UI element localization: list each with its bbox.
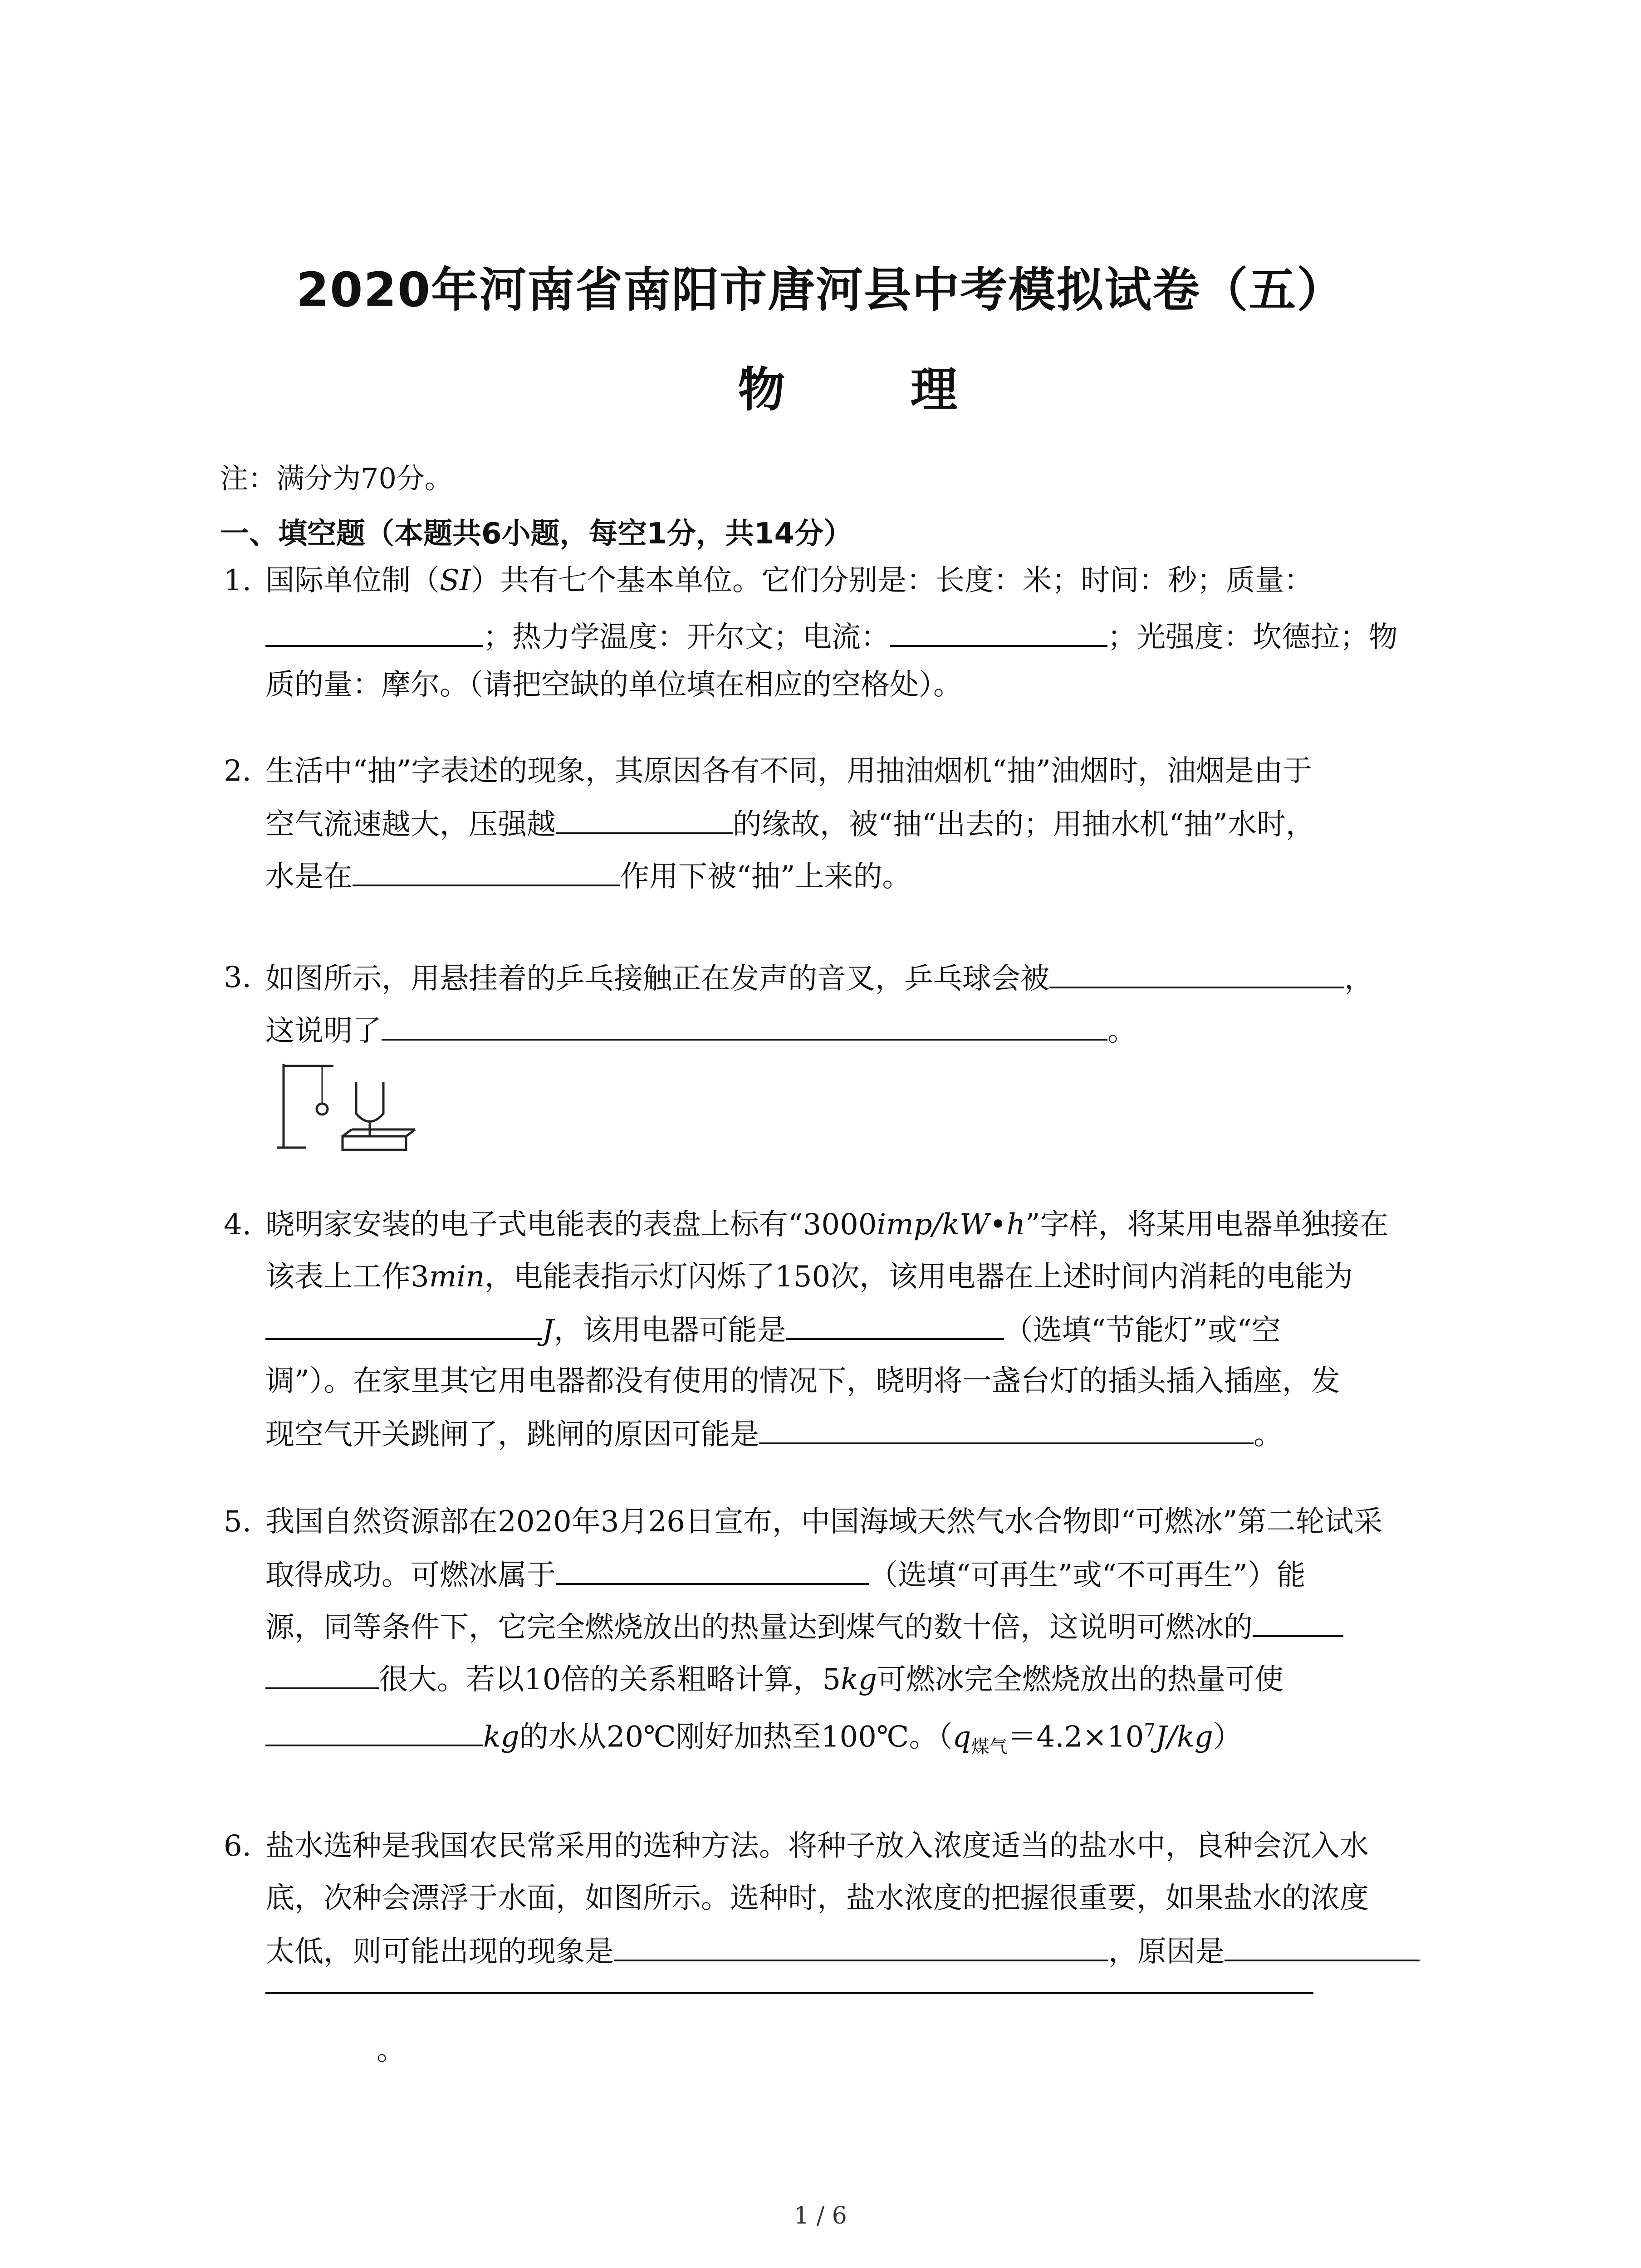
resonator-box (343, 1136, 406, 1150)
unit-symbol: kg (483, 1720, 519, 1754)
q4-line2 (265, 1259, 1353, 1295)
q4-text: ，电能表指示灯闪烁了150次，该用电器在上述时间内消耗的电能为 (485, 1260, 1353, 1294)
q4-text: （选填“节能灯”或“空 (1004, 1314, 1281, 1347)
q6-text: 太低，则可能出现的现象是 (265, 1935, 614, 1969)
q4-line5 (265, 1415, 1283, 1453)
answer-blank[interactable] (556, 1556, 869, 1585)
q5-text: 很大。若以10倍的关系粗略计算，5 (379, 1663, 841, 1696)
q1-text: ；热力学温度：开尔文；电流： (483, 621, 890, 654)
q5-text: ＝4.2×10 (1007, 1720, 1144, 1754)
q3-text: ， (1344, 962, 1373, 996)
answer-blank[interactable] (1049, 959, 1344, 988)
q4-line3 (265, 1311, 1281, 1349)
q2-text: 的缘故，被“抽“出去的；用抽水机“抽”水时， (733, 808, 1315, 841)
answer-blank[interactable] (265, 1311, 542, 1340)
q6-line5: 。 (377, 2033, 406, 2067)
answer-blank[interactable] (353, 857, 620, 886)
page-number: 1 / 6 (794, 2202, 847, 2229)
q4-line1 (265, 1207, 1389, 1243)
answer-blank[interactable] (759, 1415, 1254, 1444)
q3-text: 。 (1107, 1014, 1136, 1048)
q1-text: 国际单位制（ (265, 564, 440, 597)
q2-text: 作用下被“抽”上来的。 (620, 860, 911, 894)
q2-line1: 生活中“抽”字表述的现象，其原因各有不同，用抽油烟机“抽”油烟时，油烟是由于 (265, 754, 1312, 788)
answer-blank[interactable] (382, 1012, 1107, 1041)
tuning-fork-figure (272, 1055, 417, 1159)
q5-line4 (265, 1660, 1283, 1698)
q3-text: 这说明了 (265, 1014, 382, 1048)
q4-text: 晓明家安装的电子式电能表的表盘上标有“3000 (265, 1208, 877, 1242)
answer-blank[interactable] (890, 618, 1107, 647)
answer-blank[interactable] (1253, 1608, 1343, 1637)
answer-blank[interactable] (265, 1991, 1313, 1994)
q4-text: ，该用电器可能是 (554, 1314, 786, 1347)
q5-text: 的水从20℃刚好加热至100℃。（ (519, 1720, 953, 1754)
unit-symbol: min (429, 1260, 485, 1294)
q-symbol: q (952, 1720, 971, 1754)
q-subscript: 煤气 (971, 1736, 1008, 1758)
q4-text: 。 (1254, 1418, 1283, 1452)
q3-text: 如图所示，用悬挂着的乒乓接触正在发声的音叉，乒乓球会被 (265, 962, 1049, 996)
q2-line3 (265, 857, 911, 895)
q5-text: 源，同等条件下，它完全燃烧放出的热量达到煤气的数十倍，这说明可燃冰的 (265, 1611, 1253, 1644)
question-number: 6. (224, 1829, 252, 1863)
answer-blank[interactable] (265, 1660, 379, 1689)
subject-title: 物 理 (738, 362, 1012, 417)
q4-text: ”字样，将某用电器单独接在 (1025, 1208, 1389, 1242)
q1-line2 (265, 618, 1398, 655)
answer-blank[interactable] (786, 1311, 1004, 1340)
question-number: 3. (224, 961, 252, 994)
unit-symbol: kg (841, 1663, 877, 1696)
answer-blank[interactable] (614, 1932, 1108, 1961)
q4-text: 该表上工作3 (265, 1260, 429, 1294)
q5-line3 (265, 1608, 1343, 1646)
tuning-fork (356, 1082, 383, 1122)
q4-text: 现空气开关跳闸了，跳闸的原因可能是 (265, 1418, 759, 1452)
question-number: 1. (224, 564, 252, 597)
exponent: 7 (1144, 1720, 1156, 1741)
question-number: 2. (224, 754, 252, 788)
unit-symbol: J (542, 1314, 554, 1347)
si-symbol: SI (440, 564, 471, 597)
q4-line4: 调”）。在家里其它用电器都没有使用的情况下，晓明将一盏台灯的插头插入插座，发 (265, 1364, 1340, 1398)
answer-blank[interactable] (265, 618, 483, 647)
question-number: 4. (224, 1208, 252, 1242)
q2-text: 水是在 (265, 860, 353, 894)
q6-text: ，原因是 (1108, 1935, 1225, 1969)
question-number: 5. (224, 1505, 252, 1539)
q3-line2 (265, 1012, 1136, 1049)
q5-text: 取得成功。可燃冰属于 (265, 1559, 556, 1592)
q5-line1: 我国自然资源部在2020年3月26日宣布，中国海域天然气水合物即“可燃冰”第二轮试采 (265, 1505, 1383, 1539)
q3-line1 (265, 959, 1373, 997)
section-heading: 一、填空题（本题共6小题，每空1分，共14分） (220, 517, 853, 551)
q6-line1: 盐水选种是我国农民常采用的选种方法。将种子放入浓度适当的盐水中，良种会沉入水 (265, 1829, 1369, 1863)
unit-symbol: J/kg (1155, 1720, 1213, 1754)
q5-text: ） (1213, 1720, 1242, 1754)
q1-text: ；光强度：坎德拉；物 (1107, 621, 1398, 654)
q5-text: 可燃冰完全燃烧放出的热量可使 (877, 1663, 1283, 1696)
q2-line2 (265, 805, 1315, 843)
answer-blank[interactable] (265, 1717, 483, 1746)
q5-text: （选填“可再生”或“不可再生”）能 (869, 1559, 1306, 1592)
q5-line5 (265, 1712, 1242, 1765)
q1-line1 (265, 562, 1313, 599)
unit-symbol: imp/kW•h (877, 1208, 1025, 1242)
answer-blank[interactable] (1225, 1932, 1420, 1961)
score-note: 注：满分为70分。 (220, 462, 453, 495)
exam-title: 2020年河南省南阳市唐河县中考模拟试卷（五） (296, 262, 1345, 318)
q1-line3: 质的量：摩尔。（请把空缺的单位填在相应的空格处）。 (265, 668, 962, 702)
ping-pong-ball (317, 1104, 328, 1114)
q6-line3 (265, 1932, 1420, 1970)
q1-text-b: ）共有七个基本单位。它们分别是：长度：米；时间：秒；质量： (471, 564, 1313, 597)
q2-text: 空气流速越大，压强越 (265, 808, 556, 841)
answer-blank[interactable] (556, 805, 733, 834)
q6-line2: 底，次种会漂浮于水面，如图所示。选种时，盐水浓度的把握很重要，如果盐水的浓度 (265, 1882, 1369, 1915)
q5-line2 (265, 1556, 1306, 1593)
